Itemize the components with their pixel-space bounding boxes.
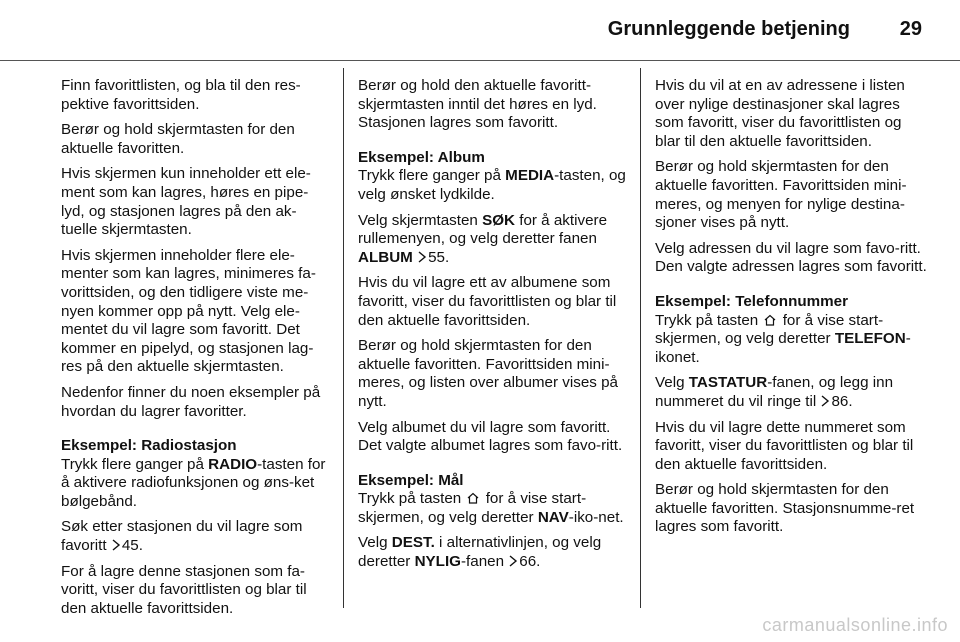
paragraph: Velg skjermtasten SØK for å aktivere rullemenyen, og velg deretter fanen ALBUM 55. [358, 211, 608, 266]
paragraph: Trykk flere ganger på MEDIA-tasten, og velg ønsket lydkilde. [358, 167, 626, 203]
paragraph: Hvis du vil lagre dette nummeret som favoritt, viser du favorittlisten og blar til den aktuelle favorittsiden. [655, 418, 914, 473]
page-number: 29 [899, 18, 922, 40]
column-divider [343, 68, 344, 608]
header-divider [0, 60, 960, 61]
paragraph: Trykk på tasten for å vise start-skjermen, og velg deretter TELEFON-ikonet. [655, 311, 911, 366]
paragraph: Velg albumet du vil lagre som favoritt. Det valgte albumet lagres som favo-ritt. [358, 418, 623, 455]
paragraph: Finn favorittlisten, og bla til den res-pektive favorittsiden. [61, 77, 301, 113]
column-divider [640, 68, 641, 608]
page-reference-arrow-icon [111, 539, 121, 551]
section-heading: Eksempel: Radiostasjon [61, 437, 237, 455]
section-heading: Eksempel: Telefonnummer [655, 292, 848, 310]
paragraph: Velg TASTATUR-fanen, og legg inn nummeret du vil ringe til 86. [655, 374, 894, 410]
paragraph: Hvis skjermen kun inneholder ett ele-ment som kan lagres, høres en pipe-lyd, og stasjonen lagres på den ak-tuelle skjermtasten. [61, 165, 311, 239]
page-link[interactable]: 66. [519, 553, 541, 571]
paragraph: Nedenfor finner du noen eksempler på hvordan du lagrer favoritter. [61, 383, 321, 420]
column-3 [655, 77, 927, 544]
paragraph: For å lagre denne stasjonen som fa-voritt, viser du favorittlisten og blar til den aktuelle favorittsiden. [61, 562, 307, 617]
section-heading: Eksempel: Mål [358, 471, 464, 489]
paragraph: Velg DEST. i alternativlinjen, og velg deretter NYLIG-fanen 66. [358, 534, 602, 571]
paragraph: Berør og hold den aktuelle favoritt-skjermtasten inntil det høres en lyd. Stasjonen lagres som favoritt. [358, 77, 597, 132]
paragraph: Hvis skjermen inneholder flere ele-menter som kan lagres, minimeres fa-vorittsiden, og den tidligere viste me-nyen kommer opp på nytt. Velg ele-mentet du vil lagre som favoritt. Det kommer en pipelyd, og stasjonen lag-res på den aktuelle skjermtasten. [61, 246, 316, 376]
paragraph: Trykk på tasten for å vise start-skjermen, og velg deretter NAV-iko-net. [358, 490, 624, 526]
paragraph: Berør og hold skjermtasten for den aktuelle favoritten. Favorittsiden mini-meres, og menyen for nylige destina-sjoner vises på nytt. [655, 158, 907, 232]
page-reference-arrow-icon [820, 395, 830, 407]
paragraph: Berør og hold skjermtasten for den aktuelle favoritten. Stasjonsnumme-ret lagres som favoritt. [655, 481, 915, 536]
column-1 [61, 77, 331, 625]
page-link[interactable]: 45. [121, 537, 143, 555]
paragraph: Velg adressen du vil lagre som favo-ritt. Den valgte adressen lagres som favoritt. [655, 239, 927, 276]
paragraph: Hvis du vil lagre ett av albumene som favoritt, viser du favorittlisten og blar til den aktuelle favorittsiden. [358, 274, 617, 329]
page-reference-arrow-icon [508, 555, 518, 567]
column-2 [358, 77, 630, 579]
page-link[interactable]: 86. [831, 392, 853, 410]
paragraph: Søk etter stasjonen du vil lagre som favoritt 45. [61, 518, 303, 555]
page-title: Grunnleggende betjening [607, 18, 850, 40]
paragraph: Berør og hold skjermtasten for den aktuelle favoritten. Favorittsiden mini-meres, og listen over albumer vises på nytt. [358, 337, 618, 410]
page-header [0, 0, 960, 44]
paragraph: Hvis du vil at en av adressene i listen over nylige destinasjoner skal lagres som favoritt, viser du favorittlisten og blar til den aktuelle favorittsiden. [655, 77, 905, 150]
page-link[interactable]: 55. [428, 248, 450, 266]
section-heading: Eksempel: Album [358, 148, 485, 166]
home-icon [764, 314, 776, 326]
page-reference-arrow-icon [417, 251, 427, 263]
paragraph: Trykk flere ganger på RADIO-tasten for å aktivere radiofunksjonen og øns-ket bølgebånd. [61, 455, 326, 510]
paragraph: Berør og hold skjermtasten for den aktuelle favoritten. [61, 121, 295, 157]
watermark: carmanualsonline.info [762, 615, 948, 635]
home-icon [467, 492, 479, 504]
